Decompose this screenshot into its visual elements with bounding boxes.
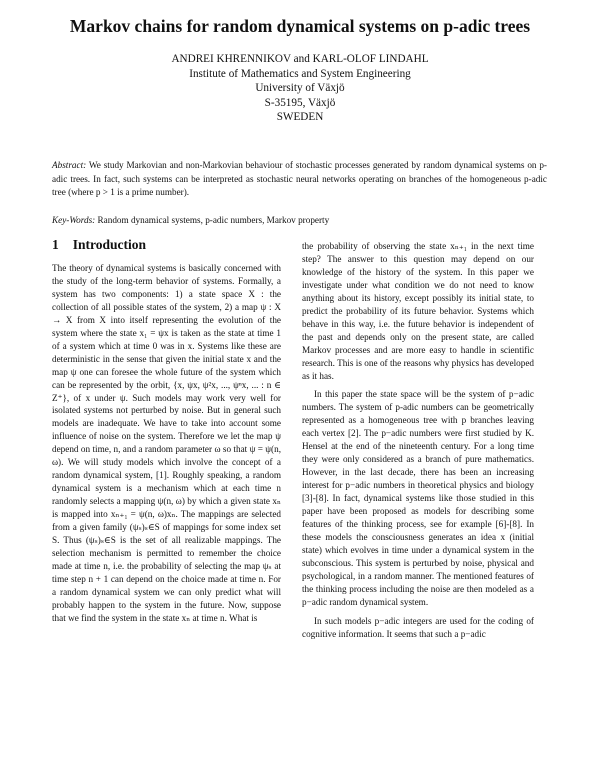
paragraph: In this paper the state space will be the system of p−adic numbers. The system of p-adic numbers can be geometrically represented as a homogeneous tree with p branches leaving each vertex [2]. The p−adic numbers were first studied by K. Hensel at the end of the nineteenth century. For a long time they were only considered as a branch of pure mathematics. However, in the last decade, there has been an increasing interest for p−adic numbers in theoretical physics and biology [3]-[8]. In fact, dynamical systems like those studied in this paper have been proposed as models for describing some features of the thinking process, see for example [6]-[8]. In these models the consciousness generates an idea x (initial state) which evolves in time under a dynamical system in the subconscious. This system is perturbed by noise, physical and psychological, in a random manner. The mentioned features of the thinking process including the noise are then modeled as a p−adic random dynamical system. [302,389,534,607]
paragraph: the probability of observing the state xₙ₊₁ in the next time step? The answer to this question may depend on our knowledge of the history of the system. In this paper we investigate under what condition we do not need to know anything about its history, except possibly its initial state, to predict the probability of its future behavior. Systems which behave in this way, i.e. the future behavior is independent of the past and depends only on the present state, are called Markov processes and are more easy to handle in scientific research. This is one of the reasons why physics has developed as it has. [302,241,534,381]
section-title: Introduction [72,237,147,252]
abstract-label: Abstract: [52,160,87,170]
author-block [0,52,600,125]
column-right [302,240,534,641]
section-number: 1 [52,237,59,252]
author-city: S-35195, Växjö [264,96,336,109]
column-left [52,262,281,625]
paper-title: Markov chains for random dynamical systems on p-adic trees [69,16,531,36]
section-heading [52,237,146,253]
keywords [52,215,547,225]
paragraph: The theory of dynamical systems is basically concerned with the study of the long-term behavior of systems. Formally, a system has two components: 1) a state space X : the collection of all possible states of the system, 2) a map ψ : X → X from X into itself representing the evolution of the system where the state x₁ = ψx is taken as the state at time 1 of a system which at time 0 was in x. Systems like these are deterministic in the sense that given the initial state x and the map ψ one can foresee the whole future of the system which can be represented by the orbit, {x, ψx, ψ²x, ..., ψⁿx, ... : n ∈ Z⁺}, of x under ψ. Such models may work very well for isolated systems not perturbed by noise. But in general such models are inadequate. We have to take into account some influence of noise on the system. Therefore we let the map ψ depend on time, n, and a random parameter ω so that ψ = ψ(n, ω). We will study models which involve the concept of a random dynamical system, [1]. Roughly speaking, a random dynamical system is a mechanism which at each time n randomly selects a mapping ψ(n, ω) by which a given state xₙ is mapped into xₙ₊₁ = ψ(n, ω)xₙ. The mappings are selected from a given family (ψₛ)ₛ∈S of mappings for some index set S. Thus (ψₛ)ₛ∈S is the set of all realizable mappings. The selection mechanism is permitted to remember the choice made at time n, i.e. the probability of selecting the map ψₛ at time step n + 1 can depend on the choice made at time n. For a random dynamical system we can only predict what will probably happen to the system in the future. Now, suppose that we find the system in the state xₙ at time n. What is [52,263,281,623]
author-university: University of Växjö [255,82,345,95]
keywords-label: Key-Words: [52,215,96,225]
paragraph: In such models p−adic integers are used for the coding of cognitive information. It seems that such a p−adic [302,615,534,639]
author-country: SWEDEN [276,111,324,124]
author-institute: Institute of Mathematics and System Engineering [189,67,411,80]
keywords-text: Random dynamical systems, p-adic numbers, Markov property [97,215,330,225]
author-names: ANDREI KHRENNIKOV and KARL-OLOF LINDAHL [171,53,429,65]
abstract [52,159,547,200]
abstract-text: We study Markovian and non-Markovian behaviour of stochastic processes generated by random dynamical systems on p-adic trees. In fact, such systems can be interpreted as stochastic neural networks operating on branches of the homogeneous p-adic tree (where p > 1 is a prime number). [52,160,547,197]
